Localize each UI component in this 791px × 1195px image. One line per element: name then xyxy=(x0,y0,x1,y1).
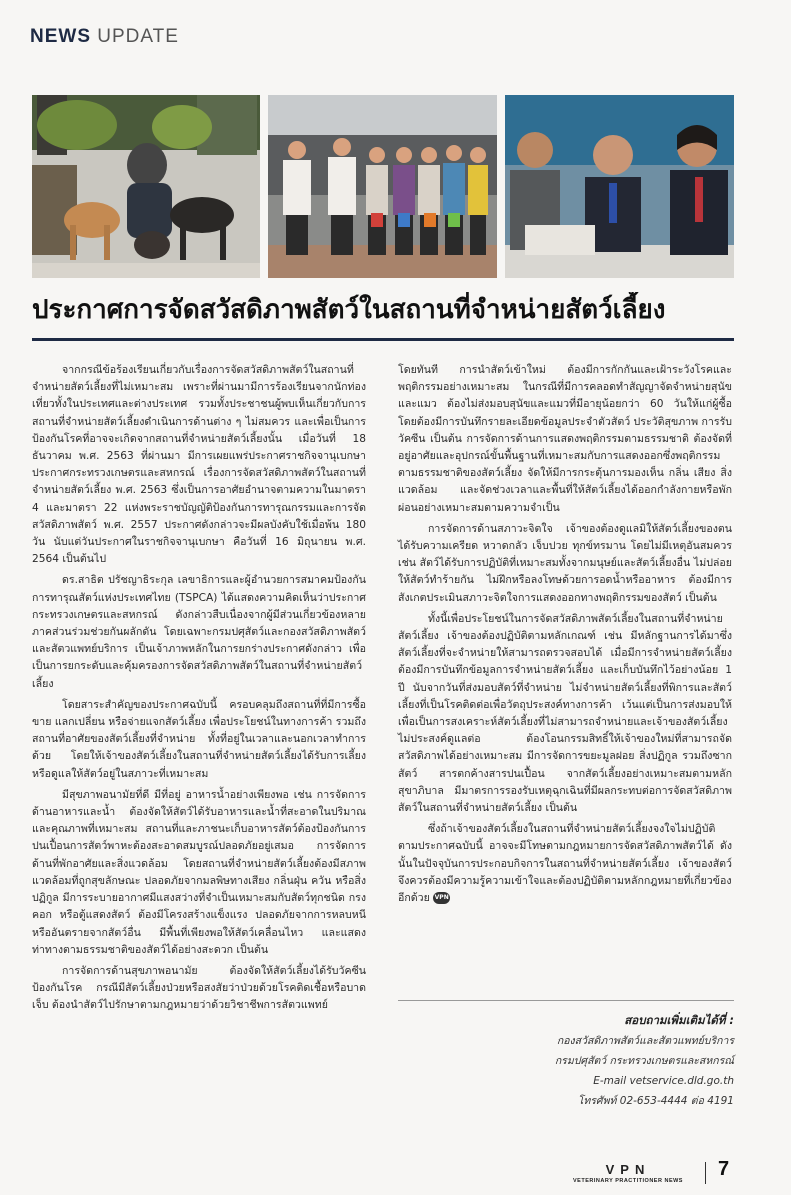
headline: ประกาศการจัดสวัสดิภาพสัตว์ในสถานที่จำหน่ายสัตว์เลี้ยง xyxy=(32,295,666,325)
footer-brand-sub: VETERINARY PRACTITIONER NEWS xyxy=(573,1178,683,1184)
contact-heading: สอบถามเพิ่มเติมได้ที่ : xyxy=(624,1013,734,1027)
contact-org-2: กรมปศุสัตว์ กระทรวงเกษตรและสหกรณ์ xyxy=(554,1055,734,1067)
photo-strip xyxy=(32,95,734,278)
footer-brand-logo: VPN xyxy=(605,1162,651,1177)
headline-rule xyxy=(32,338,734,341)
contact-box xyxy=(398,1000,734,1111)
end-mark-icon: VPN xyxy=(433,892,450,904)
paragraph-last xyxy=(398,821,732,907)
contact-phone: โทรศัพท์ 02-653-4444 ต่อ 4191 xyxy=(577,1095,734,1107)
photo-group xyxy=(268,95,497,278)
article-column-right xyxy=(398,362,732,911)
paragraph: โดยสาระสำคัญของประกาศฉบับนี้ ครอบคลุมถึงสถานที่ที่มีการซื้อ ขาย แลกเปลี่ยน หรือจ่ายแจกสัตว์เลี้ยง เพื่อประโยชน์ในทางการค้า รวมถึงสถานที่อาศัยของสัตว์เลี้ยงที่จำหน่าย ทั้งที่อยู่ในเวลาและนอกเวลาทำการด้วย โดยให้เจ้าของสัตว์เลี้ยงในสถานที่จำหน่ายสัตว์เลี้ยงได้รับการเลี้ยงหรือดูแลให้สัตว์อยู่ในสภาวะที่เหมาะสม xyxy=(32,698,366,780)
section-label-light: UPDATE xyxy=(97,26,179,47)
paragraph: จากกรณีข้อร้องเรียนเกี่ยวกับเรื่องการจัดสวัสดิภาพสัตว์ในสถานที่จำหน่ายสัตว์เลี้ยงที่ไม่เหมาะสม เพราะที่ผ่านมามีการร้องเรียนจากนักท่องเที่ยวทั้งในประเทศและต่างประเทศ รวมทั้งประชาชนผู้พบเห็นเกี่ยวกับการสถานที่จำหน่ายสัตว์เลี้ยงดำเนินการด้านต่าง ๆ ไม่สมควร และเพื่อเป็นการป้องกันโรคที่อาจจะเกิดจากสถานที่จำหน่ายสัตว์เลี้ยงนั้น เมื่อวันที่ 18 ธันวาคม พ.ศ. 2563 ที่ผ่านมา มีการเผยแพร่ประกาศราชกิจจานุเบกษา ประกาศกระทรวงเกษตรและสหกรณ์ เรื่องการจัดสวัสดิภาพสัตว์ในสถานที่จำหน่ายสัตว์เลี้ยง พ.ศ. 2563 ซึ่งเป็นการอาศัยอำนาจตามความในมาตรา 4 และมาตรา 22 แห่งพระราชบัญญัติป้องกันการทารุณกรรมและการจัดสวัสดิภาพสัตว์ พ.ศ. 2557 ประกาศดังกล่าวจะมีผลบังคับใช้เมื่อพ้น 180 วัน นับแต่วันประกาศในราชกิจจานุเบกษา คือวันที่ 16 มิถุนายน พ.ศ. 2564 เป็นต้นไป xyxy=(32,364,366,566)
paragraph: โดยทันที การนำสัตว์เข้าใหม่ ต้องมีการกักกันและเฝ้าระวังโรคและพฤติกรรมอย่างเหมาะสม ในกรณีที่มีการคลอดทำสัญญาจัดจำหน่ายสุนัขและแมว ต้องไม่ส่งมอบสุนัขและแมวที่มีอายุน้อยกว่า 60 วันให้แก่ผู้ซื้อ โดยต้องมีการบันทึกรายละเอียดข้อมูลประจำตัวสัตว์ ประวัติสุขภาพ การรับวัคซีน เป็นต้น การจัดการด้านการแสดงพฤติกรรมตามธรรมชาติ ต้องจัดที่อยู่อาศัยและอุปกรณ์ขั้นพื้นฐานที่เหมาะสมกับการแสดงออกซึ่งพฤติกรรมตามธรรมชาติของสัตว์เลี้ยง จัดให้มีการกระตุ้นการมองเห็น กลิ่น เสียง สิ่งแวดล้อม และจัดช่วงเวลาและพื้นที่ให้สัตว์เลี้ยงได้ออกกำลังกายหรือพักผ่อนอย่างเหมาะสมตามความจำเป็น xyxy=(398,364,732,514)
paragraph: ดร.สาธิต ปรัชญาธิระกุล เลขาธิการและผู้อำนวยการสมาคมป้องกันการทารุณสัตว์แห่งประเทศไทย (TSPCA) ได้แสดงความคิดเห็นว่าประกาศกระทรวงเกษตรและสหกรณ์ ดังกล่าวสืบเนื่องจากผู้มีส่วนเกี่ยวข้องหลายภาคส่วนร่วมช่วยกันผลักดัน โดยเฉพาะกรมปศุสัตว์และกองสวัสดิภาพสัตว์และสัตวแพทย์บริการ เป็นเจ้าภาพหลักในการยกร่างประกาศดังกล่าว เพื่อเป็นการยกระดับและคุ้มครองการจัดสวัสดิภาพสัตว์ในสถานที่จำหน่ายสัตว์เลี้ยง xyxy=(32,574,366,690)
footer-brand xyxy=(563,1163,693,1185)
section-label-bold: NEWS xyxy=(30,26,91,47)
section-header xyxy=(30,26,179,48)
paragraph-text: ซึ่งถ้าเจ้าของสัตว์เลี้ยงในสถานที่จำหน่ายสัตว์เลี้ยงจงใจไม่ปฏิบัติตามประกาศฉบับนี้ อาจจะมีโทษตามกฎหมายการจัดสวัสดิภาพสัตว์ได้ ดังนั้นในปัจจุบันการประกอบกิจการในสถานที่จำหน่ายสัตว์เลี้ยง เจ้าของสัตว์จึงควรต้องมีความรู้ความเข้าใจและต้องปฏิบัติตามหลักกฎหมายที่เกี่ยวข้องอีกด้วย xyxy=(398,823,732,905)
page-number: 7 xyxy=(718,1158,730,1180)
article-column-left xyxy=(32,362,366,1019)
paragraph: ทั้งนี้เพื่อประโยชน์ในการจัดสวัสดิภาพสัตว์เลี้ยงในสถานที่จำหน่ายสัตว์เลี้ยง เจ้าของต้องปฏิบัติตามหลักเกณฑ์ เช่น มีหลักฐานการได้มาซึ่งสัตว์เลี้ยงที่จะจำหน่ายให้สามารถตรวจสอบได้ เมื่อมีการจำหน่ายสัตว์เลี้ยงต้องมีการบันทึกข้อมูลการจำหน่ายสัตว์เลี้ยง และเก็บบันทึกไว้อย่างน้อย 1 ปี นับจากวันที่ส่งมอบสัตว์ที่จำหน่าย ไม่จำหน่ายสัตว์เลี้ยงที่พิการและสัตว์เลี้ยงที่เป็นโรคติดต่อเพื่อวัตถุประสงค์ทางการค้า เว้นแต่เป็นการส่งมอบให้เพื่อเป็นการสงเคราะห์สัตว์เลี้ยงที่ไม่สามารถจำหน่ายและเจ้าของสัตว์เลี้ยงไม่ประสงค์ดูแลต่อ ต้องโอนกรรมสิทธิ์ให้เจ้าของใหม่ที่สามารถจัดสวัสดิภาพได้อย่างเหมาะสม มีการจัดการขยะมูลฝอย สิ่งปฏิกูล รวมถึงซากสัตว์ สารตกค้างสารปนเปื้อน จากสัตว์เลี้ยงอย่างเหมาะสมตามหลักสุขาภิบาล มีมาตรการรองรับเหตุฉุกเฉินที่มีผลกระทบต่อการจัดสวัสดิภาพสัตว์ในสถานที่จำหน่ายสัตว์เลี้ยง เป็นต้น xyxy=(398,612,732,815)
paragraph: มีสุขภาพอนามัยที่ดี มีที่อยู่ อาหารน้ำอย่างเพียงพอ เช่น การจัดการด้านอาหารและน้ำ ต้องจัดให้สัตว์ได้รับอาหารและน้ำที่สะอาดในปริมาณและคุณภาพที่เหมาะสม สถานที่และภาชนะเก็บอาหารสัตว์ต้องป้องกันการปนเปื้อนการสัตว์พาหะต้องสะอาดสมบูรณ์ปลอดภัยอยู่เสมอ การจัดการด้านที่พักอาศัยและสิ่งแวดล้อม โดยสถานที่จำหน่ายสัตว์เลี้ยงต้องมีสภาพแวดล้อมที่ถูกสุขลักษณะ ปลอดภัยจากมลพิษทางเสียง กลิ่นฝุ่น ควัน หรือสิ่งปฏิกูล มีการระบายอากาศมีแสงสว่างที่จำเป็นเหมาะสมกับสัตว์ทุกชนิด กรง คอก หรือตู้แสดงสัตว์ ต้องมีโครงสร้างแข็งแรง ปลอดภัยจากการหลบหนี หรืออันตรายจากสัตว์อื่น มีพื้นที่เพียงพอให้สัตว์เคลื่อนไหว และแสดงท่าทางตามธรรมชาติของสัตว์ได้อย่างสะดวก เป็นต้น xyxy=(32,788,366,956)
contact-email[interactable]: E-mail vetservice.dld.go.th xyxy=(593,1075,734,1087)
paragraph: การจัดการด้านสภาวะจิตใจ เจ้าของต้องดูแลมิให้สัตว์เลี้ยงของตนได้รับความเครียด หวาดกลัว เจ็บปวย ทุกข์ทรมาน โดยไม่มีเหตุอันสมควร เช่น สัตว์ได้รับการปฏิบัติที่เหมาะสมทั้งจากมนุษย์และสัตว์เลี้ยงอื่น ไม่ปล่อยให้สัตว์ทำร้ายกัน ไม่ฝึกหรือลงโทษด้วยการอดน้ำหรืออาหาร ต้องมีการสังเกตประเมินสภาวะจิตใจการแสดงออกทางพฤติกรรมของสัตว์ เป็นต้น xyxy=(398,522,732,604)
photo-dogs xyxy=(32,95,260,278)
footer-divider xyxy=(705,1162,706,1184)
photo-meeting xyxy=(505,95,734,278)
contact-org-1: กองสวัสดิภาพสัตว์และสัตวแพทย์บริการ xyxy=(556,1035,734,1047)
paragraph: การจัดการด้านสุขภาพอนามัย ต้องจัดให้สัตว์เลี้ยงได้รับวัคซีนป้องกันโรค กรณีมีสัตว์เลี้ยงป่วยหรือสงสัยว่าป่วยด้วยโรคติดเชื้อหรือบาดเจ็บ ต้องนำสัตว์ไปรักษาตามกฎหมายว่าด้วยวิชาชีพการสัตวแพทย์ xyxy=(32,964,366,1012)
